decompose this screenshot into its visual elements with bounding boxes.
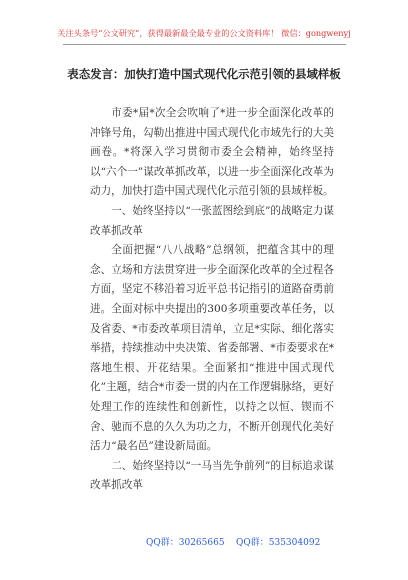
document-title: 表态发言：加快打造中国式现代化示范引领的县域样板 <box>67 67 341 81</box>
document-body <box>90 104 334 496</box>
intro-paragraph: 市委*届*次全会吹响了*进一步全面深化改革的冲锋号角，勾勒出推进中国式现代化市域先行的大美画卷。*将深入学习贯彻市委全会精神，始终坚持以“六个一”谋改革抓改革，以进一步全面深化改革为动力，加快打造中国式现代化示范引领的县域样板。 <box>90 107 334 198</box>
body-paragraph: 全面把握“八八战略”总纲领，把蕴含其中的理念、立场和方法贯穿进一步全面深化改革的全过程各方面，坚定不移沿着习近平总书记指引的道路奋勇前进。全面对标中央提出的300多项重要改革任务，以及省委、*市委改革项目清单，立足*实际、细化落实举措，持续推动中央决策、省委部署、*市委要求在*落地生根、开花结果。全面紧扣“推进中国式现代化”主题，结合*市委一贯的内在工作逻辑脉络，更好处理工作的连续性和创新性，以持之以恒、锲而不舍、驰而不息的久久为功之力，不断开创现代化美好活力“最名邑”建设新局面。 <box>90 244 334 453</box>
footer <box>0 535 408 549</box>
qq-group-link-1[interactable]: QQ群：30265665 <box>146 538 225 548</box>
section-heading-2: 二、始终坚持以“一马当先争前列”的目标追求谋改革抓改革 <box>90 459 334 492</box>
header-divider <box>63 44 346 45</box>
qq-group-link-2[interactable]: QQ群：535304092 <box>236 538 321 548</box>
section-heading-1: 一、始终坚持以“一张蓝图绘到底”的战略定力谋改革抓改革 <box>90 204 334 237</box>
header-banner: 关注头条号“公文研究”，获得最新最全最专业的公文资料库！ 微信：gongwenyj <box>57 28 351 38</box>
